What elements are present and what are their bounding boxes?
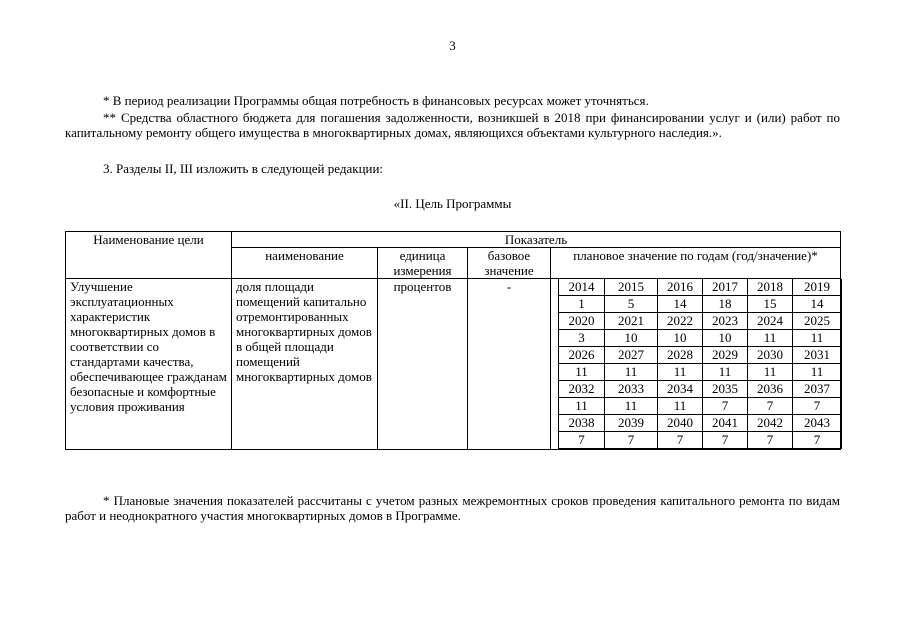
year-cell: 2042: [748, 415, 793, 432]
year-cell: 2039: [605, 415, 658, 432]
value-cell: 3: [559, 330, 605, 347]
years-row: [559, 415, 842, 432]
page-number: 3: [449, 38, 456, 53]
header-goal-name: Наименование цели: [66, 232, 232, 279]
values-row: [559, 364, 842, 381]
year-cell: 2043: [793, 415, 842, 432]
year-cell: 2024: [748, 313, 793, 330]
value-cell: 7: [605, 432, 658, 449]
year-cell: 2032: [559, 381, 605, 398]
indicator-name-cell: доля площади помещений капитально отремонтированных многоквартирных домов в общей площади помещений многоквартирных домов: [232, 279, 378, 450]
value-cell: 11: [559, 398, 605, 415]
year-cell: 2029: [703, 347, 748, 364]
year-cell: 2041: [703, 415, 748, 432]
value-cell: 11: [605, 398, 658, 415]
header-base-value: базовое значение: [468, 248, 551, 279]
year-cell: 2023: [703, 313, 748, 330]
value-cell: 11: [748, 330, 793, 347]
values-row: [559, 296, 842, 313]
value-cell: 7: [559, 432, 605, 449]
header-indicator: Показатель: [232, 232, 841, 248]
unit-cell: процентов: [378, 279, 468, 450]
value-cell: 15: [748, 296, 793, 313]
base-value-cell: -: [468, 279, 551, 450]
value-cell: 10: [658, 330, 703, 347]
value-cell: 14: [658, 296, 703, 313]
value-cell: 7: [748, 432, 793, 449]
value-cell: 7: [748, 398, 793, 415]
year-cell: 2028: [658, 347, 703, 364]
years-grid: [558, 279, 842, 449]
value-cell: 11: [793, 364, 842, 381]
goals-table: [65, 231, 841, 450]
year-cell: 2022: [658, 313, 703, 330]
year-cell: 2020: [559, 313, 605, 330]
years-row: [559, 313, 842, 330]
values-row: [559, 398, 842, 415]
value-cell: 11: [793, 330, 842, 347]
values-row: [559, 432, 842, 449]
years-row: [559, 279, 842, 296]
year-cell: 2026: [559, 347, 605, 364]
year-cell: 2018: [748, 279, 793, 296]
header-unit: единица измерения: [378, 248, 468, 279]
value-cell: 7: [703, 432, 748, 449]
note-single-star: * В период реализации Программы общая потребность в финансовых ресурсах может уточняться.: [103, 93, 649, 108]
value-cell: 11: [658, 398, 703, 415]
value-cell: 11: [605, 364, 658, 381]
value-cell: 14: [793, 296, 842, 313]
year-cell: 2035: [703, 381, 748, 398]
year-cell: 2038: [559, 415, 605, 432]
header-planned-values: плановое значение по годам (год/значение)*: [551, 248, 841, 279]
year-cell: 2021: [605, 313, 658, 330]
value-cell: 5: [605, 296, 658, 313]
year-cell: 2025: [793, 313, 842, 330]
years-row: [559, 347, 842, 364]
year-cell: 2014: [559, 279, 605, 296]
year-cell: 2027: [605, 347, 658, 364]
year-cell: 2017: [703, 279, 748, 296]
value-cell: 7: [658, 432, 703, 449]
footnote: * Плановые значения показателей рассчитаны с учетом разных межремонтных сроков проведения капитального ремонта по видам работ и неоднократного участия многоквартирных домов в Программе.: [65, 493, 840, 523]
section-title: «II. Цель Программы: [393, 196, 512, 211]
year-cell: 2016: [658, 279, 703, 296]
years-row: [559, 381, 842, 398]
year-cell: 2040: [658, 415, 703, 432]
goal-cell: Улучшение эксплуатационных характеристик многоквартирных домов в соответствии со стандартами качества, обеспечивающее гражданам безопасные и комфортные условия проживания: [66, 279, 232, 450]
amendment-item-3: 3. Разделы II, III изложить в следующей редакции:: [103, 161, 384, 176]
values-row: [559, 330, 842, 347]
year-cell: 2031: [793, 347, 842, 364]
year-cell: 2036: [748, 381, 793, 398]
value-cell: 1: [559, 296, 605, 313]
year-cell: 2019: [793, 279, 842, 296]
year-cell: 2015: [605, 279, 658, 296]
value-cell: 10: [703, 330, 748, 347]
value-cell: 10: [605, 330, 658, 347]
year-cell: 2037: [793, 381, 842, 398]
value-cell: 7: [703, 398, 748, 415]
value-cell: 11: [559, 364, 605, 381]
value-cell: 7: [793, 432, 842, 449]
value-cell: 11: [658, 364, 703, 381]
value-cell: 11: [703, 364, 748, 381]
year-cell: 2030: [748, 347, 793, 364]
value-cell: 11: [748, 364, 793, 381]
header-indicator-name: наименование: [232, 248, 378, 279]
value-cell: 18: [703, 296, 748, 313]
note-double-star: ** Средства областного бюджета для погашения задолженности, возникшей в 2018 при финансировании услуг и (или) работ по капитальному ремонту общего имущества в многоквартирных домах, являющихся объектами культурного наследия.».: [65, 110, 840, 140]
value-cell: 7: [793, 398, 842, 415]
year-cell: 2034: [658, 381, 703, 398]
planned-values-cell: [551, 279, 841, 450]
year-cell: 2033: [605, 381, 658, 398]
